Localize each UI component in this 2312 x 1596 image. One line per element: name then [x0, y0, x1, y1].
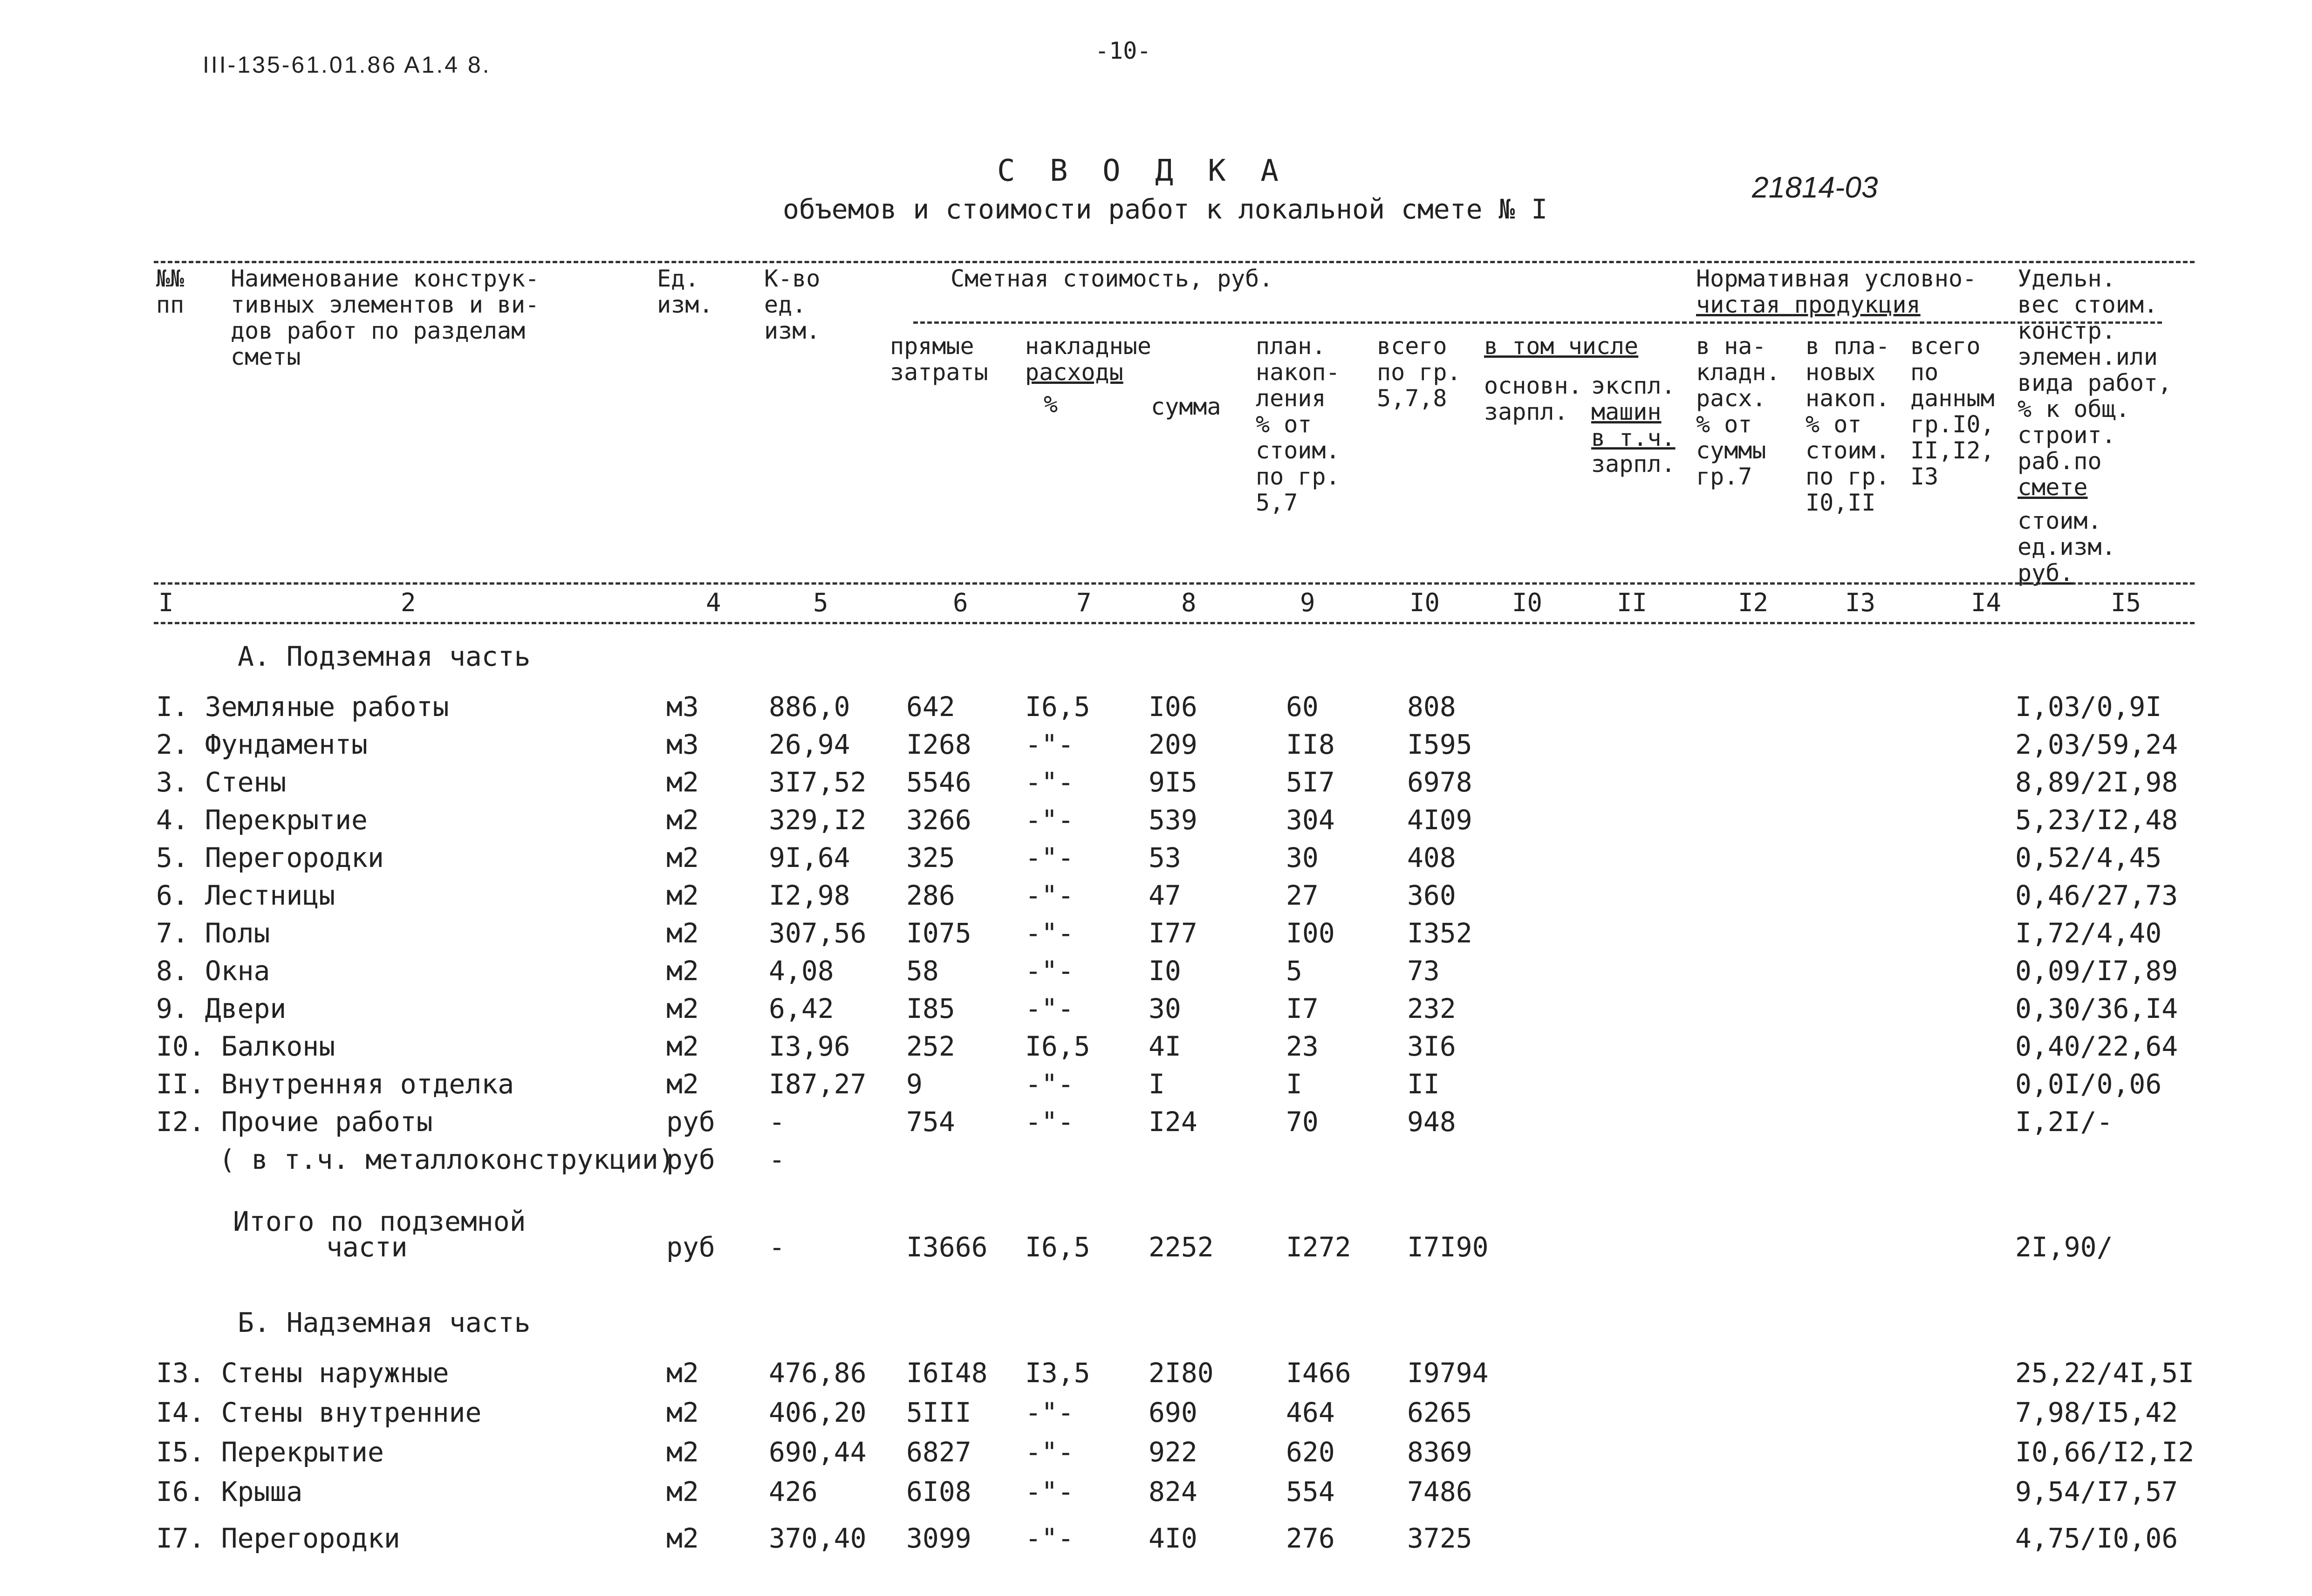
row-qty: 4,08 — [769, 955, 834, 987]
subtotal-share: 2I,90/ — [2015, 1231, 2113, 1263]
row-total: 232 — [1407, 993, 1456, 1024]
row-plan-accum: 304 — [1286, 804, 1335, 836]
column-number: I0 — [1409, 588, 1440, 617]
row-unit: м2 — [666, 804, 699, 836]
row-overhead-sum: I0 — [1149, 955, 1181, 987]
row-direct-cost: 3099 — [906, 1522, 971, 1554]
row-direct-cost: 642 — [906, 691, 955, 723]
row-plan-accum: 554 — [1286, 1476, 1335, 1507]
row-overhead-sum: 9I5 — [1149, 766, 1197, 798]
row-total: I595 — [1407, 729, 1472, 760]
column-number: 7 — [1076, 588, 1092, 617]
section-b-title: Б. Надземная часть — [238, 1307, 531, 1338]
column-number: 9 — [1300, 588, 1315, 617]
row-direct-cost: I6I48 — [906, 1357, 988, 1389]
header-norm-total-line: I3 — [1910, 463, 1939, 490]
row-name: 8. Окна — [156, 955, 270, 987]
header-num-line: пп — [156, 291, 185, 318]
column-number-rule — [154, 622, 2195, 624]
row-unit: м2 — [666, 993, 699, 1024]
header-share-line: % к общ. — [2018, 396, 2130, 423]
row-qty: I3,96 — [769, 1030, 850, 1062]
subtotal-plan-accum: I272 — [1286, 1231, 1351, 1263]
row-unit: м3 — [666, 691, 699, 723]
row-direct-cost: 58 — [906, 955, 939, 987]
subtotal-qty: - — [769, 1231, 785, 1263]
row-direct-cost: 325 — [906, 842, 955, 873]
row-qty: - — [769, 1144, 785, 1175]
row-share: I,2I/- — [2015, 1106, 2113, 1138]
row-share: 0,0I/0,06 — [2015, 1068, 2162, 1100]
header-salary-line: зарпл. — [1484, 398, 1568, 425]
row-share: 25,22/4I,5I — [2015, 1357, 2195, 1389]
row-qty: 406,20 — [769, 1397, 867, 1428]
header-norm-total-line: II,I2, — [1910, 437, 1995, 464]
row-overhead-pct: -"- — [1025, 955, 1074, 987]
row-direct-cost: 252 — [906, 1030, 955, 1062]
header-plan-line: по гр. — [1256, 463, 1340, 490]
header-norm-plan-line: в пла- — [1806, 333, 1890, 360]
row-qty: I87,27 — [769, 1068, 867, 1100]
header-total-line: всего — [1377, 333, 1447, 360]
header-plan-line: % от — [1256, 411, 1312, 438]
header-share-line: констр. — [2018, 317, 2116, 344]
header-overhead-line: расходы — [1025, 359, 1123, 386]
row-qty: 9I,64 — [769, 842, 850, 873]
row-total: I9794 — [1407, 1357, 1489, 1389]
row-unit: м2 — [666, 917, 699, 949]
row-total: 360 — [1407, 880, 1456, 911]
row-total: 6978 — [1407, 766, 1472, 798]
row-overhead-pct: -"- — [1025, 1106, 1074, 1138]
row-plan-accum: 23 — [1286, 1030, 1319, 1062]
row-plan-accum: I — [1286, 1068, 1302, 1100]
column-number: II — [1617, 588, 1648, 617]
header-unit-cost-line: ед.изм. — [2018, 533, 2116, 560]
row-total: 3725 — [1407, 1522, 1472, 1554]
section-a-title: А. Подземная часть — [238, 641, 531, 672]
row-total: 7486 — [1407, 1476, 1472, 1507]
header-overhead-line: накладные — [1025, 333, 1151, 360]
row-name: I7. Перегородки — [156, 1522, 400, 1554]
page-title: С В О Д К А — [997, 154, 1287, 188]
header-unit-line: Ед. — [657, 265, 699, 292]
header-share-line: строит. — [2018, 422, 2116, 449]
header-qty-line: К-во — [764, 265, 821, 292]
row-qty: 690,44 — [769, 1436, 867, 1468]
row-share: I,72/4,40 — [2015, 917, 2162, 949]
row-overhead-sum: 690 — [1149, 1397, 1197, 1428]
row-overhead-pct: -"- — [1025, 880, 1074, 911]
row-total: 6265 — [1407, 1397, 1472, 1428]
header-norm-group-line: чистая продукция — [1696, 291, 1921, 318]
header-share-line: раб.по — [2018, 448, 2102, 475]
page-number: -10- — [1095, 37, 1151, 64]
header-norm-plan-line: % от — [1806, 411, 1862, 438]
row-name: II. Внутренняя отделка — [156, 1068, 514, 1100]
row-unit: м2 — [666, 955, 699, 987]
header-overhead-sum: сумма — [1151, 393, 1221, 420]
row-name: I2. Прочие работы — [156, 1106, 433, 1138]
row-name: I6. Крыша — [156, 1476, 303, 1507]
subtotal-label: Итого по подземной — [233, 1206, 526, 1237]
row-name: 2. Фундаменты — [156, 729, 368, 760]
row-share: 0,09/I7,89 — [2015, 955, 2178, 987]
row-unit: м2 — [666, 1030, 699, 1062]
header-norm-total-line: по — [1910, 359, 1939, 386]
row-name-note: ( в т.ч. металлоконструкции) — [219, 1144, 675, 1175]
row-overhead-pct: -"- — [1025, 1397, 1074, 1428]
row-total: 808 — [1407, 691, 1456, 723]
row-total: 408 — [1407, 842, 1456, 873]
row-overhead-pct: -"- — [1025, 766, 1074, 798]
row-direct-cost: 5546 — [906, 766, 971, 798]
row-overhead-sum: 47 — [1149, 880, 1181, 911]
header-unit-cost-line: руб. — [2018, 559, 2074, 587]
header-norm-plan-line: накоп. — [1806, 385, 1890, 412]
column-number: I2 — [1738, 588, 1769, 617]
row-overhead-pct: -"- — [1025, 729, 1074, 760]
row-overhead-sum: 4I — [1149, 1030, 1181, 1062]
row-overhead-sum: 209 — [1149, 729, 1197, 760]
row-direct-cost: 5III — [906, 1397, 971, 1428]
row-overhead-pct: -"- — [1025, 804, 1074, 836]
handwritten-stamp: 21814-03 — [1752, 171, 1878, 204]
row-name: 6. Лестницы — [156, 880, 335, 911]
row-qty: 426 — [769, 1476, 818, 1507]
header-total-line: 5,7,8 — [1377, 385, 1447, 412]
header-cost-group: Сметная стоимость, руб. — [951, 265, 1273, 292]
row-unit: м2 — [666, 1357, 699, 1389]
row-share: I0,66/I2,I2 — [2015, 1436, 2195, 1468]
subtotal-direct-cost: I3666 — [906, 1231, 988, 1263]
header-total-line: по гр. — [1377, 359, 1461, 386]
header-plan-line: ления — [1256, 385, 1326, 412]
column-number: 6 — [953, 588, 968, 617]
row-overhead-pct: -"- — [1025, 1436, 1074, 1468]
row-qty: - — [769, 1106, 785, 1138]
subtotal-overhead-sum: 2252 — [1149, 1231, 1214, 1263]
header-direct-line: прямые — [890, 333, 974, 360]
header-plan-line: план. — [1256, 333, 1326, 360]
row-direct-cost: 9 — [906, 1068, 923, 1100]
row-total: 948 — [1407, 1106, 1456, 1138]
cost-group-rule — [913, 321, 2162, 324]
column-number: 2 — [401, 588, 416, 617]
column-number: I3 — [1845, 588, 1876, 617]
row-unit: м2 — [666, 1068, 699, 1100]
row-direct-cost: 6827 — [906, 1436, 971, 1468]
subtotal-unit: руб — [666, 1231, 715, 1263]
row-share: 2,03/59,24 — [2015, 729, 2178, 760]
row-unit: руб — [666, 1144, 715, 1175]
header-num-line: №№ — [156, 265, 185, 292]
column-number: I5 — [2111, 588, 2141, 617]
header-share-line: смете — [2018, 474, 2088, 501]
row-unit: м2 — [666, 1522, 699, 1554]
row-share: I,03/0,9I — [2015, 691, 2162, 723]
row-qty: 886,0 — [769, 691, 850, 723]
row-qty: 307,56 — [769, 917, 867, 949]
row-plan-accum: 276 — [1286, 1522, 1335, 1554]
header-bottom-rule — [154, 582, 2195, 585]
header-norm-overhead-line: в на- — [1696, 333, 1766, 360]
row-plan-accum: 27 — [1286, 880, 1319, 911]
row-plan-accum: 70 — [1286, 1106, 1319, 1138]
column-number: I — [158, 588, 174, 617]
row-overhead-pct: -"- — [1025, 1476, 1074, 1507]
header-plan-line: накоп- — [1256, 359, 1340, 386]
row-overhead-sum: I06 — [1149, 691, 1197, 723]
header-share-line: вида работ, — [2018, 369, 2172, 396]
header-norm-plan-line: I0,II — [1806, 489, 1876, 516]
header-name-line: Наименование конструк- — [231, 265, 540, 292]
header-share-line: элемен.или — [2018, 343, 2158, 370]
header-name-line: сметы — [231, 343, 301, 370]
header-qty-line: ед. — [764, 291, 807, 318]
header-direct-line: затраты — [890, 359, 988, 386]
row-plan-accum: 464 — [1286, 1397, 1335, 1428]
row-total: 73 — [1407, 955, 1440, 987]
header-unit-cost-line: стоим. — [2018, 507, 2102, 534]
row-name: 9. Двери — [156, 993, 287, 1024]
column-number: 4 — [706, 588, 721, 617]
row-overhead-sum: I — [1149, 1068, 1165, 1100]
table-top-rule — [154, 261, 2195, 263]
header-salary-line: основн. — [1484, 372, 1582, 399]
header-norm-overhead-line: расх. — [1696, 385, 1766, 412]
row-plan-accum: 30 — [1286, 842, 1319, 873]
row-share: 8,89/2I,98 — [2015, 766, 2178, 798]
row-total: II — [1407, 1068, 1440, 1100]
row-overhead-sum: 2I80 — [1149, 1357, 1214, 1389]
row-direct-cost: I075 — [906, 917, 971, 949]
row-overhead-sum: I24 — [1149, 1106, 1197, 1138]
row-overhead-sum: 30 — [1149, 993, 1181, 1024]
header-qty-line: изм. — [764, 317, 821, 344]
subtotal-overhead-pct: I6,5 — [1025, 1231, 1090, 1263]
row-direct-cost: I268 — [906, 729, 971, 760]
row-direct-cost: 3266 — [906, 804, 971, 836]
row-direct-cost: 6I08 — [906, 1476, 971, 1507]
header-norm-overhead-line: кладн. — [1696, 359, 1780, 386]
row-unit: м2 — [666, 880, 699, 911]
row-overhead-pct: -"- — [1025, 917, 1074, 949]
column-number: 8 — [1181, 588, 1197, 617]
row-overhead-pct: -"- — [1025, 993, 1074, 1024]
row-overhead-sum: 539 — [1149, 804, 1197, 836]
column-number: 5 — [813, 588, 828, 617]
row-plan-accum: I00 — [1286, 917, 1335, 949]
header-share-line: Удельн. — [2018, 265, 2116, 292]
row-unit: м3 — [666, 729, 699, 760]
row-overhead-sum: 922 — [1149, 1436, 1197, 1468]
subtotal-total: I7I90 — [1407, 1231, 1489, 1263]
header-norm-overhead-line: гр.7 — [1696, 463, 1752, 490]
row-qty: I2,98 — [769, 880, 850, 911]
row-plan-accum: I7 — [1286, 993, 1319, 1024]
row-name: I3. Стены наружные — [156, 1357, 449, 1389]
row-overhead-sum: 4I0 — [1149, 1522, 1197, 1554]
header-norm-group-line: Нормативная условно- — [1696, 265, 1977, 292]
header-plan-line: стоим. — [1256, 437, 1340, 464]
header-norm-total-line: всего — [1910, 333, 1981, 360]
row-total: 4I09 — [1407, 804, 1472, 836]
row-qty: 476,86 — [769, 1357, 867, 1389]
header-name-line: дов работ по разделам — [231, 317, 526, 344]
row-overhead-sum: 53 — [1149, 842, 1181, 873]
header-norm-total-line: гр.I0, — [1910, 411, 1995, 438]
header-plan-line: 5,7 — [1256, 489, 1298, 516]
row-name: 4. Перекрытие — [156, 804, 368, 836]
header-norm-overhead-line: суммы — [1696, 437, 1766, 464]
row-unit: м2 — [666, 842, 699, 873]
row-direct-cost: 286 — [906, 880, 955, 911]
row-overhead-pct: I6,5 — [1025, 1030, 1090, 1062]
row-total: 8369 — [1407, 1436, 1472, 1468]
row-plan-accum: 60 — [1286, 691, 1319, 723]
row-share: 0,46/27,73 — [2015, 880, 2178, 911]
header-machines-line: в т.ч. — [1591, 424, 1676, 451]
header-machines-line: зарпл. — [1591, 450, 1676, 477]
row-direct-cost: I85 — [906, 993, 955, 1024]
row-name: I5. Перекрытие — [156, 1436, 384, 1468]
column-number: I4 — [1971, 588, 2002, 617]
row-overhead-pct: -"- — [1025, 842, 1074, 873]
row-qty: 6,42 — [769, 993, 834, 1024]
row-share: 0,30/36,I4 — [2015, 993, 2178, 1024]
header-including-group: в том числе — [1484, 333, 1639, 360]
header-machines-line: машин — [1591, 398, 1662, 425]
row-share: 7,98/I5,42 — [2015, 1397, 2178, 1428]
header-machines-line: экспл. — [1591, 372, 1676, 399]
header-norm-overhead-line: % от — [1696, 411, 1752, 438]
header-norm-total-line: данным — [1910, 385, 1995, 412]
row-unit: м2 — [666, 1436, 699, 1468]
row-unit: м2 — [666, 766, 699, 798]
row-overhead-pct: I6,5 — [1025, 691, 1090, 723]
header-norm-plan-line: новых — [1806, 359, 1876, 386]
header-norm-plan-line: стоим. — [1806, 437, 1890, 464]
column-number: I0 — [1512, 588, 1543, 617]
header-unit-line: изм. — [657, 291, 713, 318]
header-overhead-pct: % — [1044, 391, 1058, 418]
row-plan-accum: 620 — [1286, 1436, 1335, 1468]
row-total: I352 — [1407, 917, 1472, 949]
row-overhead-sum: I77 — [1149, 917, 1197, 949]
row-name: I4. Стены внутренние — [156, 1397, 482, 1428]
row-qty: 370,40 — [769, 1522, 867, 1554]
row-plan-accum: 5I7 — [1286, 766, 1335, 798]
row-share: 5,23/I2,48 — [2015, 804, 2178, 836]
row-total: 3I6 — [1407, 1030, 1456, 1062]
header-norm-plan-line: по гр. — [1806, 463, 1890, 490]
row-name: I. Земляные работы — [156, 691, 449, 723]
row-direct-cost: 754 — [906, 1106, 955, 1138]
row-overhead-pct: I3,5 — [1025, 1357, 1090, 1389]
row-name: 3. Стены — [156, 766, 287, 798]
row-share: 0,40/22,64 — [2015, 1030, 2178, 1062]
row-unit: руб — [666, 1106, 715, 1138]
row-share: 0,52/4,45 — [2015, 842, 2162, 873]
row-plan-accum: II8 — [1286, 729, 1335, 760]
row-plan-accum: I466 — [1286, 1357, 1351, 1389]
page-subtitle: объемов и стоимости работ к локальной смете № I — [783, 193, 1548, 225]
row-name: I0. Балконы — [156, 1030, 335, 1062]
row-name: 5. Перегородки — [156, 842, 384, 873]
row-plan-accum: 5 — [1286, 955, 1302, 987]
subtotal-label: части — [326, 1231, 408, 1263]
row-qty: 3I7,52 — [769, 766, 867, 798]
header-name-line: тивных элементов и ви- — [231, 291, 540, 318]
row-qty: 329,I2 — [769, 804, 867, 836]
row-overhead-pct: -"- — [1025, 1522, 1074, 1554]
row-name: 7. Полы — [156, 917, 270, 949]
header-share-line: вес стоим. — [2018, 291, 2158, 318]
row-overhead-sum: 824 — [1149, 1476, 1197, 1507]
row-unit: м2 — [666, 1397, 699, 1428]
row-qty: 26,94 — [769, 729, 850, 760]
row-overhead-pct: -"- — [1025, 1068, 1074, 1100]
document-code: III-135-61.01.86 A1.4 8. — [203, 52, 491, 78]
row-unit: м2 — [666, 1476, 699, 1507]
row-share: 9,54/I7,57 — [2015, 1476, 2178, 1507]
row-share: 4,75/I0,06 — [2015, 1522, 2178, 1554]
